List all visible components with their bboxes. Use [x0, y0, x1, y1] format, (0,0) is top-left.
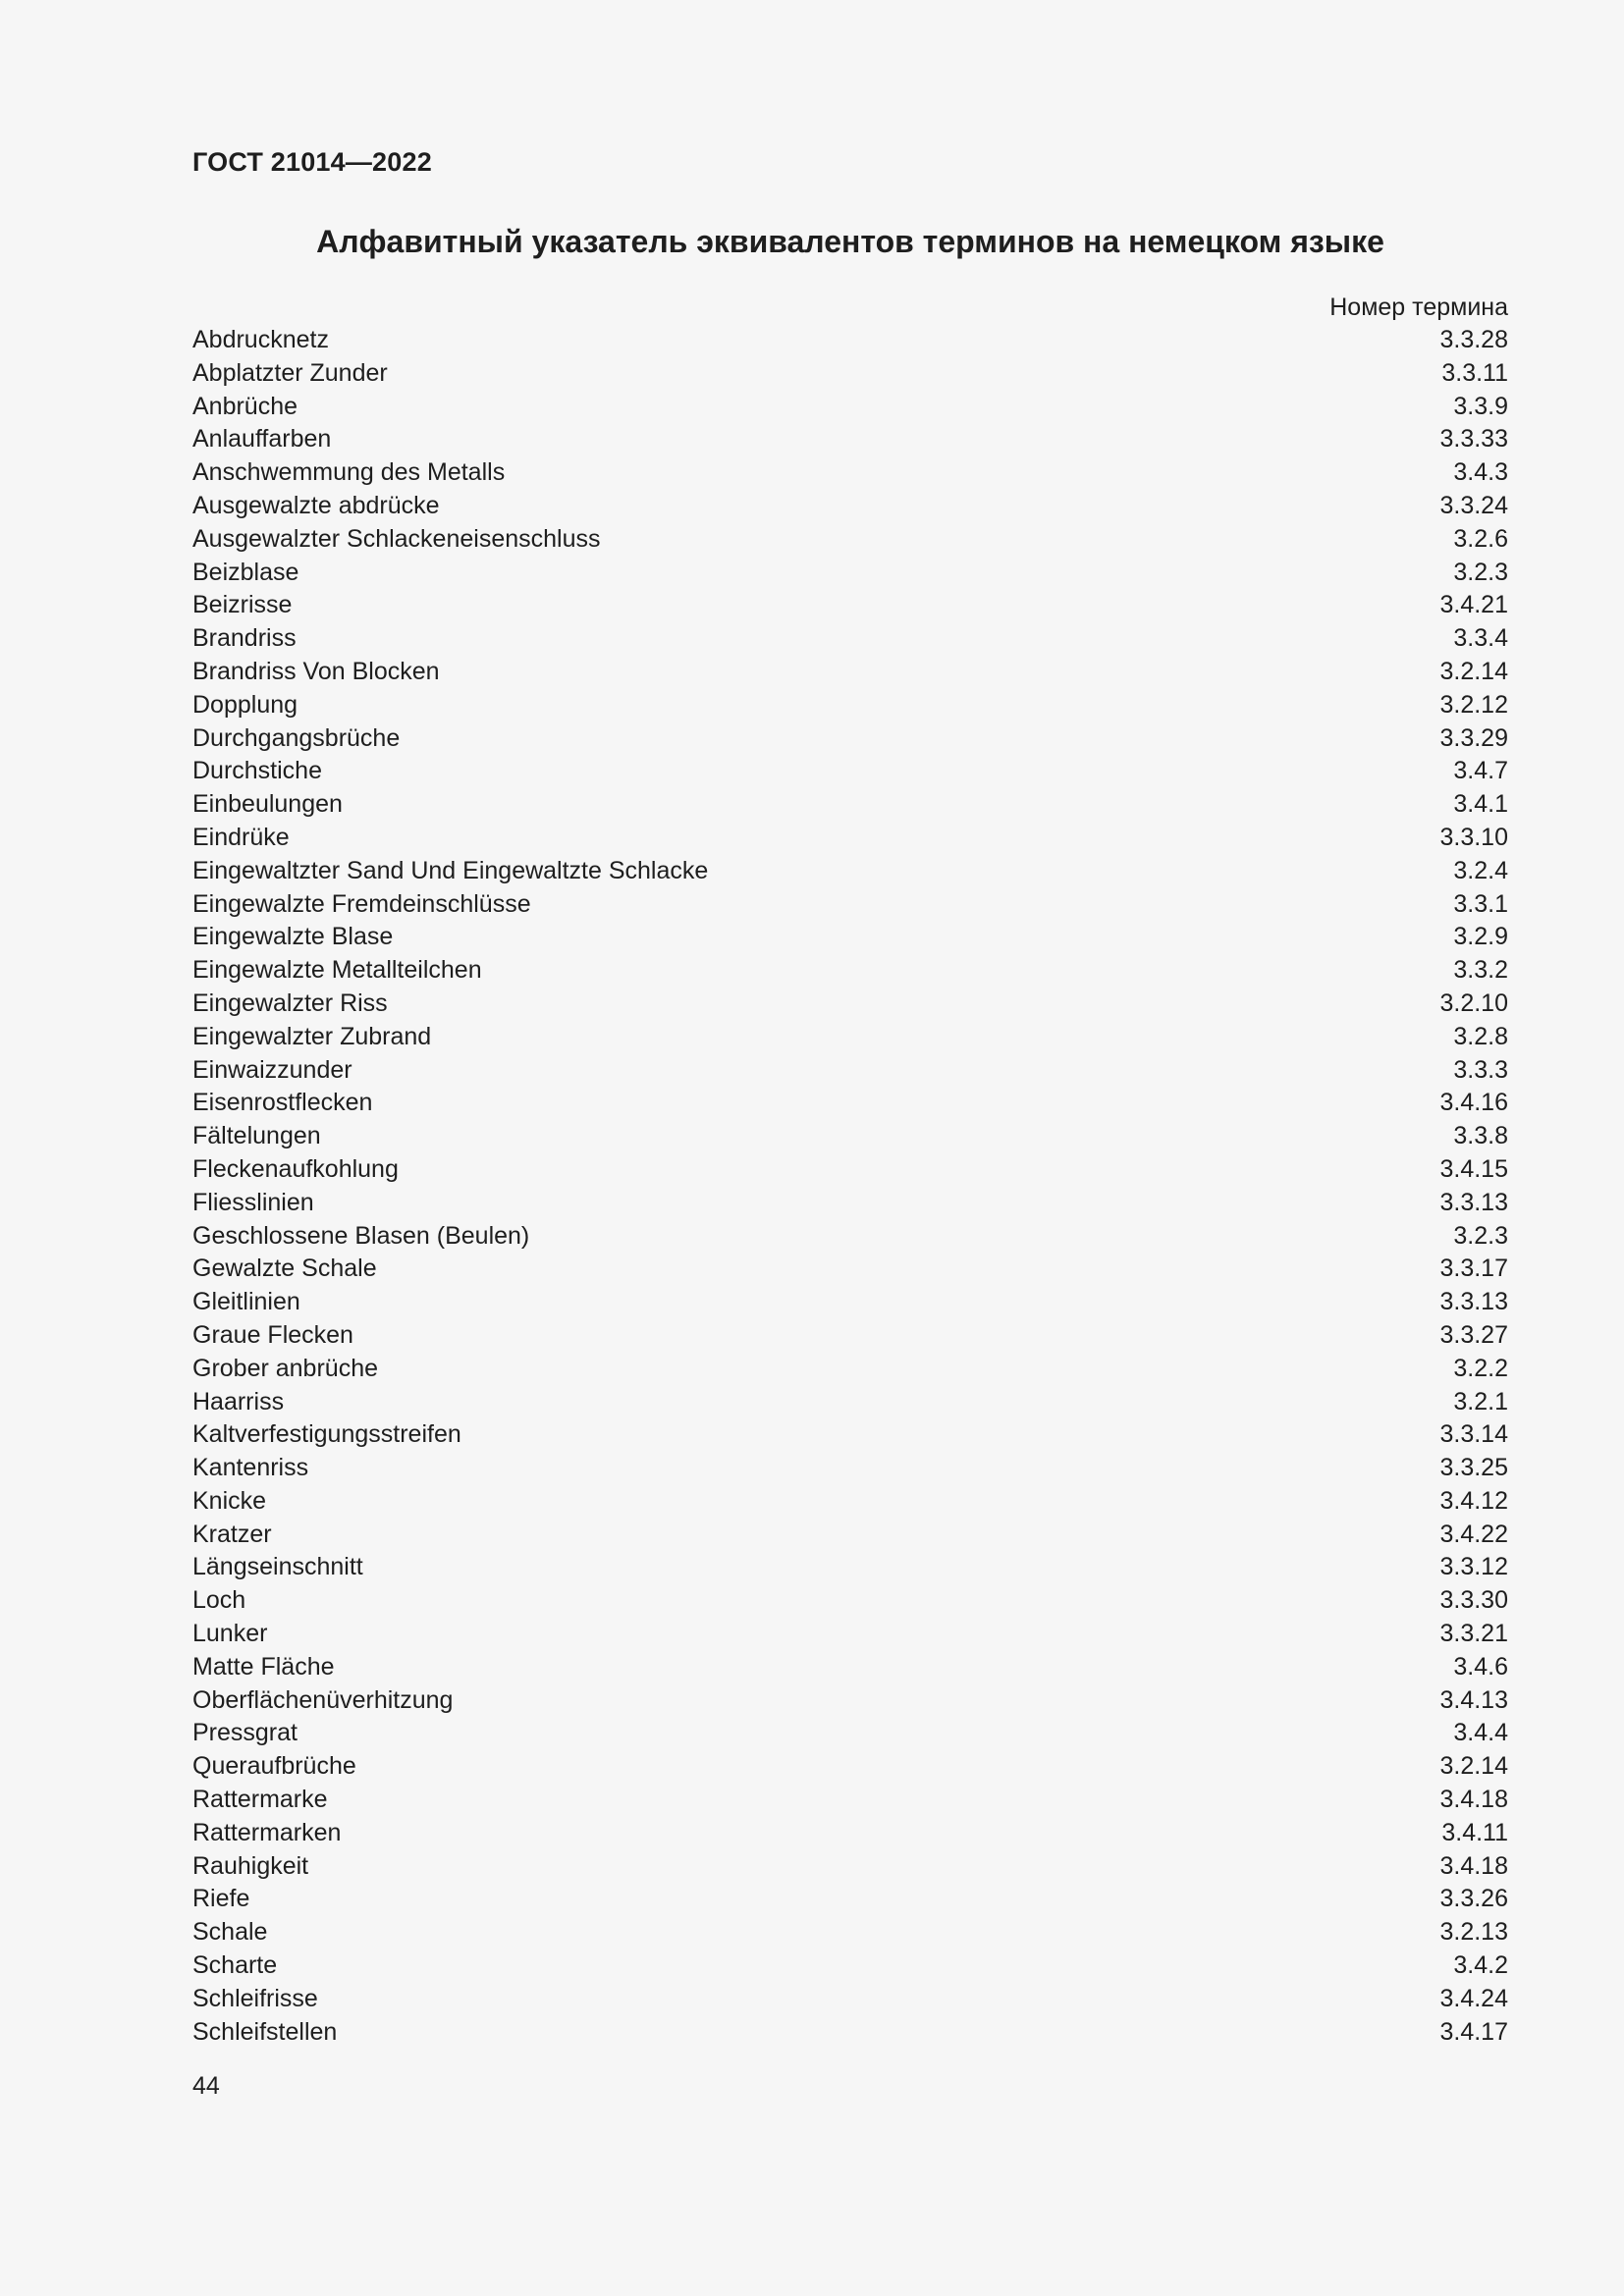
term-name: Oberflächenüverhitzung [192, 1685, 454, 1714]
term-name: Eingewalzter Riss [192, 988, 388, 1017]
term-name: Scharte [192, 1951, 278, 1980]
index-row [192, 722, 1508, 756]
term-name: Eingewalzte Blase [192, 923, 394, 951]
term-name: Eingewaltzter Sand Und Eingewaltzte Schlacke [192, 856, 709, 884]
term-number: 3.4.16 [1439, 1089, 1508, 1117]
term-number: 3.4.1 [1453, 790, 1508, 819]
page-number: 44 [192, 2072, 220, 2100]
term-name: Gleitlinien [192, 1288, 300, 1316]
term-name: Beizrisse [192, 591, 293, 619]
term-name: Gewalzte Schale [192, 1255, 377, 1283]
term-number: 3.3.25 [1439, 1454, 1508, 1482]
term-number: 3.3.2 [1453, 956, 1508, 985]
term-number: 3.4.18 [1439, 1786, 1508, 1814]
index-row [192, 1817, 1508, 1850]
term-name: Lunker [192, 1620, 268, 1648]
term-name: Rauhigkeit [192, 1851, 309, 1880]
index-row [192, 1684, 1508, 1718]
term-name: Abdrucknetz [192, 326, 329, 353]
term-name: Brandriss Von Blocken [192, 657, 440, 685]
term-number: 3.2.13 [1439, 1918, 1508, 1947]
term-name: Anschwemmung des Metalls [192, 458, 506, 487]
term-name: Eingewalzte Fremdeinschlüsse [192, 889, 531, 918]
index-row [192, 1750, 1508, 1784]
index-row [192, 656, 1508, 689]
index-row [192, 988, 1508, 1021]
index-row [192, 1618, 1508, 1651]
term-number: 3.4.17 [1439, 2017, 1508, 2046]
term-name: Abplatzter Zunder [192, 358, 388, 387]
index-row [192, 423, 1508, 456]
term-number: 3.4.24 [1439, 1984, 1508, 2012]
term-number: 3.3.27 [1439, 1320, 1508, 1349]
index-row [192, 456, 1508, 490]
index-row [192, 1054, 1508, 1088]
term-name: Graue Flecken [192, 1320, 353, 1349]
term-name: Kaltverfestigungsstreifen [192, 1420, 461, 1449]
term-number: 3.3.33 [1439, 425, 1508, 454]
term-number: 3.2.10 [1439, 988, 1508, 1017]
term-number: 3.4.7 [1453, 757, 1508, 785]
page-title: Алфавитный указатель эквивалентов терминов на немецком языке [316, 224, 1384, 259]
term-number: 3.2.3 [1453, 558, 1508, 586]
term-name: Eindrüke [192, 823, 290, 851]
index-row [192, 1353, 1508, 1386]
term-number: 3.3.13 [1439, 1188, 1508, 1216]
index-row [192, 1784, 1508, 1817]
term-name: Kantenriss [192, 1454, 309, 1482]
index-row [192, 921, 1508, 954]
index-row [192, 1519, 1508, 1552]
term-number: 3.3.9 [1453, 392, 1508, 420]
term-number: 3.4.12 [1439, 1486, 1508, 1515]
index-row [192, 1485, 1508, 1519]
term-number: 3.4.3 [1453, 458, 1508, 487]
term-number: 3.4.4 [1453, 1719, 1508, 1747]
term-index-list [192, 324, 1508, 2049]
term-number: 3.2.2 [1453, 1354, 1508, 1382]
term-number: 3.3.4 [1453, 624, 1508, 653]
term-name: Anbrüche [192, 392, 298, 420]
term-name: Geschlossene Blasen (Beulen) [192, 1221, 530, 1250]
term-name: Loch [192, 1586, 246, 1615]
term-name: Durchstiche [192, 757, 322, 785]
term-number: 3.3.17 [1439, 1255, 1508, 1283]
term-number: 3.3.29 [1439, 723, 1508, 752]
index-row [192, 755, 1508, 788]
index-row [192, 523, 1508, 557]
index-row [192, 2016, 1508, 2050]
term-number: 3.2.14 [1439, 657, 1508, 685]
term-number: 3.3.8 [1453, 1122, 1508, 1150]
term-name: Schleifstellen [192, 2017, 338, 2046]
term-name: Einwaizzunder [192, 1055, 352, 1084]
term-name: Anlauffarben [192, 425, 332, 454]
index-row [192, 490, 1508, 523]
document-code: ГОСТ 21014—2022 [192, 147, 432, 177]
index-row [192, 1916, 1508, 1949]
index-row [192, 855, 1508, 888]
term-name: Rattermarke [192, 1786, 328, 1814]
term-name: Pressgrat [192, 1719, 298, 1747]
index-row [192, 324, 1508, 357]
term-number: 3.2.6 [1453, 524, 1508, 553]
term-name: Knicke [192, 1486, 267, 1515]
term-name: Beizblase [192, 558, 299, 586]
term-name: Durchgangsbrüche [192, 723, 401, 752]
index-row [192, 788, 1508, 822]
term-number: 3.3.12 [1439, 1553, 1508, 1581]
term-number: 3.3.28 [1439, 326, 1508, 353]
term-number: 3.3.30 [1439, 1586, 1508, 1615]
index-row [192, 1418, 1508, 1452]
index-row [192, 622, 1508, 656]
index-row [192, 557, 1508, 590]
term-number: 3.4.22 [1439, 1520, 1508, 1548]
term-number: 3.3.11 [1441, 358, 1508, 387]
index-row [192, 689, 1508, 722]
term-name: Fältelungen [192, 1122, 321, 1150]
term-name: Rattermarken [192, 1818, 342, 1846]
term-number: 3.2.4 [1453, 856, 1508, 884]
index-row [192, 1386, 1508, 1419]
term-name: Schale [192, 1918, 268, 1947]
index-row [192, 589, 1508, 622]
index-row [192, 1983, 1508, 2016]
term-number: 3.2.1 [1453, 1387, 1508, 1415]
term-name: Dopplung [192, 690, 298, 719]
term-number: 3.2.3 [1453, 1221, 1508, 1250]
index-row [192, 1850, 1508, 1884]
term-number: 3.3.1 [1453, 889, 1508, 918]
index-row [192, 888, 1508, 922]
term-number-column-header: Номер термина [1329, 294, 1508, 321]
index-row [192, 1551, 1508, 1584]
term-number: 3.3.13 [1439, 1288, 1508, 1316]
term-name: Einbeulungen [192, 790, 343, 819]
index-row [192, 1087, 1508, 1120]
term-name: Schleifrisse [192, 1984, 318, 2012]
term-name: Eingewalzte Metallteilchen [192, 956, 482, 985]
term-number: 3.3.26 [1439, 1885, 1508, 1913]
index-row [192, 1153, 1508, 1187]
term-number: 3.3.14 [1439, 1420, 1508, 1449]
term-number: 3.4.13 [1439, 1685, 1508, 1714]
term-name: Fleckenaufkohlung [192, 1154, 399, 1183]
index-row [192, 357, 1508, 391]
term-name: Ausgewalzter Schlackeneisenschluss [192, 524, 601, 553]
term-number: 3.3.21 [1439, 1620, 1508, 1648]
index-row [192, 1452, 1508, 1485]
term-name: Kratzer [192, 1520, 272, 1548]
index-row [192, 1021, 1508, 1054]
index-row [192, 1187, 1508, 1220]
term-name: Fliesslinien [192, 1188, 314, 1216]
term-number: 3.2.8 [1453, 1022, 1508, 1050]
index-row [192, 1584, 1508, 1618]
term-number: 3.2.14 [1439, 1752, 1508, 1781]
term-number: 3.4.6 [1453, 1652, 1508, 1681]
index-row [192, 954, 1508, 988]
term-number: 3.3.24 [1439, 491, 1508, 519]
index-row [192, 1883, 1508, 1916]
term-name: Haarriss [192, 1387, 285, 1415]
term-number: 3.4.18 [1439, 1851, 1508, 1880]
term-name: Brandriss [192, 624, 297, 653]
index-row [192, 822, 1508, 855]
term-name: Queraufbrüche [192, 1752, 356, 1781]
index-row [192, 1253, 1508, 1286]
index-row [192, 1949, 1508, 1983]
index-row [192, 391, 1508, 424]
term-name: Eisenrostflecken [192, 1089, 373, 1117]
term-number: 3.4.2 [1453, 1951, 1508, 1980]
term-name: Matte Fläche [192, 1652, 335, 1681]
term-number: 3.4.21 [1439, 591, 1508, 619]
term-name: Grober anbrüche [192, 1354, 379, 1382]
term-name: Riefe [192, 1885, 250, 1913]
term-number: 3.3.10 [1439, 823, 1508, 851]
term-number: 3.4.15 [1439, 1154, 1508, 1183]
term-number: 3.2.9 [1453, 923, 1508, 951]
index-row [192, 1717, 1508, 1750]
index-row [192, 1220, 1508, 1254]
term-name: Eingewalzter Zubrand [192, 1022, 432, 1050]
index-row [192, 1286, 1508, 1319]
index-row [192, 1651, 1508, 1684]
index-row [192, 1120, 1508, 1153]
index-row [192, 1319, 1508, 1353]
term-number: 3.3.3 [1453, 1055, 1508, 1084]
term-number: 3.4.11 [1441, 1818, 1508, 1846]
term-name: Ausgewalzte abdrücke [192, 491, 440, 519]
term-name: Längseinschnitt [192, 1553, 363, 1581]
term-number: 3.2.12 [1439, 690, 1508, 719]
